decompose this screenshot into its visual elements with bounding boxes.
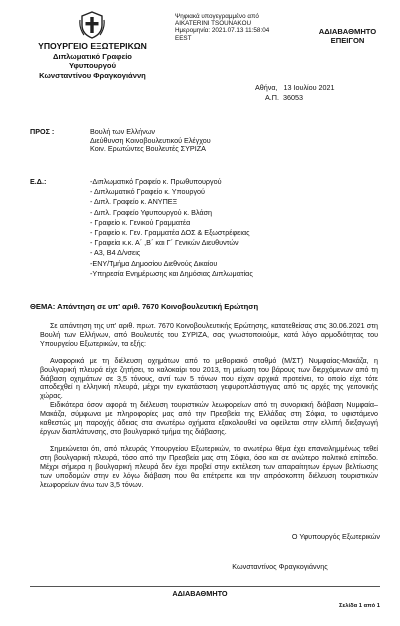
place-date: Αθήνα, 13 Ιουλίου 2021 (255, 83, 335, 92)
urgency-label: ΕΠΕΙΓΟΝ (330, 36, 365, 45)
recipients-label: ΠΡΟΣ : (30, 127, 55, 136)
distribution-item: - Α3, Β4 Δ/νσεις (90, 248, 141, 258)
subject-line (30, 302, 380, 311)
signer-name: Κωνσταντίνος Φραγκογιάννης (232, 562, 328, 571)
distribution-item: - Διπλ. Γραφείο κ. ΑΝΥΠΕΞ (90, 197, 178, 207)
greek-coat-of-arms-icon (79, 10, 105, 40)
body-paragraph: Αναφορικά με τη διέλευση οχημάτων από το μεθοριακό σταθμό (Μ/ΣΤ) Νυμφαίας-Μακάζα, η βουλγαρική πλευρά είχε ζητήσει, το καλοκαίρι του 2013, τη μείωση του βάρους των διερχόμενων από τη διάβαση οχημάτων σε 3,5 τόνους, αντί των 5 τόνων που είχαν αρχικά προτείνει, το οποίο είχε τότε αποδεχθεί η ελληνική πλευρά, μέχρι την εγκατάσταση γεφυροπλάστιγγας από τις αρχές της γειτονικής χώρας. (40, 356, 378, 401)
footer-classification: ΑΔΙΑΒΑΘΜΗΤΟ (172, 589, 228, 598)
classification-block (310, 27, 385, 45)
page-number: Σελίδα 1 από 1 (339, 603, 380, 609)
signature-line: Ημερομηνία: 2021.07.13 11:58:04 (175, 27, 270, 35)
signature-line: AIKATERINI TSOUNAKOU (175, 20, 252, 28)
footer-divider (30, 586, 380, 587)
recipient-line: Βουλή των Ελλήνων (90, 127, 156, 136)
distribution-item: -Διπλωματικό Γραφείο κ. Πρωθυπουργού (90, 177, 222, 186)
distribution-item: - Διπλωματικό Γραφείο κ. Υπουργού (90, 187, 205, 197)
ministry-header (30, 42, 155, 80)
signature-line: EEST (175, 34, 192, 42)
recipient-line: Διεύθυνση Κοινοβουλευτικού Ελέγχου (90, 135, 211, 145)
minister-title: Ο Υφυπουργός Εξωτερικών (291, 532, 380, 541)
classification-label: ΑΔΙΑΒΑΘΜΗΤΟ (318, 27, 377, 36)
office-name: Διπλωματικό Γραφείο Υφυπουργού (53, 51, 132, 70)
subject-text: Απάντηση σε υπ' αριθ. 7670 Κοινοβουλευτική Ερώτηση (57, 302, 259, 311)
distribution-item: - Γραφείο κ. Γεν. Γραμματέα ΔΟΣ & Εξωστρέφειας (90, 228, 250, 238)
distribution-label: Ε.Δ.: (30, 177, 47, 186)
distribution-item: -Υπηρεσία Ενημέρωσης και Δημόσιας Διπλωματίας (90, 268, 253, 278)
subject-label: ΘΕΜΑ: (30, 302, 56, 311)
distribution-item: - Γραφεία κ.κ. Α΄ ,Β΄ και Γ΄ Γενικών Διευθυντών (90, 238, 239, 248)
ref-label: Α.Π. (265, 93, 279, 102)
distribution-item: - Διπλ. Γραφείο Υφυπουργού κ. Βλάση (90, 207, 213, 217)
office-person: Κωνσταντίνου Φραγκογιάννη (39, 70, 146, 80)
digital-signature-block (175, 13, 305, 42)
distribution-item: - Γραφείο κ. Γενικού Γραμματέα (90, 217, 191, 227)
recipients-block (30, 128, 380, 154)
ministry-name: ΥΠΟΥΡΓΕΙΟ ΕΞΩΤΕΡΙΚΩΝ (38, 41, 147, 51)
signature-line: Ψηφιακά υπογεγραμμένο από (175, 13, 259, 20)
distribution-item: -ΕΝΥ/Τμήμα Δημοσίου Διεθνούς Δικαίου (90, 258, 218, 268)
body-paragraph: Ειδικότερα όσον αφορά τη διέλευση τουριστικών λεωφορείων από τη συνοριακή διάβαση Νυμφαία–Μακάζα, σύμφωνα με πληροφορίες μας από την Πρεσβεία της Ελλάδας στη Σόφια, το υφιστάμενο καθεστώς μη παροχής άδειας στα ανωτέρω οχήματα εξακολουθεί να οφείλεται στην ελλιπή διεξαγωγή έργων διαπλάτυνσης, στο βουλγαρικό τμήμα της διάβασης. (40, 401, 378, 436)
ref-number: 36053 (283, 93, 303, 102)
body-paragraph: Σημειώνεται ότι, από πλευράς Υπουργείου Εξωτερικών, το ανωτέρω θέμα έχει επανειλημμένως τεθεί στη βουλγαρική πλευρά, τόσο από την Πρεσβεία μας στη Σόφια, όσο και σε ανώτερο πολιτικό επίπεδο. Μέχρι σήμερα η βουλγαρική πλευρά δεν έχει προβεί στην εκτέλεση των απαραίτητων έργων βελτίωσης των υποδομών στην εν λόγω διάβαση που θα επέτρεπε και την απρόσκοπτη διέλευση τουριστικών λεωφορείων άνω των 3,5 τόνων. (40, 444, 378, 489)
body-paragraph: Σε απάντηση της υπ' αριθ. πρωτ. 7670 Κοινοβουλευτικής Ερώτησης, κατατεθείσας στις 30.06.2021 στη Βουλή των Ελλήνων, από Βουλευτές του ΣΥΡΙΖΑ, σας γνωστοποιούμε, κατά λόγο αρμοδιότητας του Υπουργείου Εξωτερικών, τα εξής: (40, 322, 378, 348)
date-block (255, 83, 395, 103)
recipient-line: Κοιν. Ερωτώντες Βουλευτές ΣΥΡΙΖΑ (90, 144, 206, 154)
internal-distribution-block (30, 177, 380, 279)
letter-body (40, 322, 378, 497)
